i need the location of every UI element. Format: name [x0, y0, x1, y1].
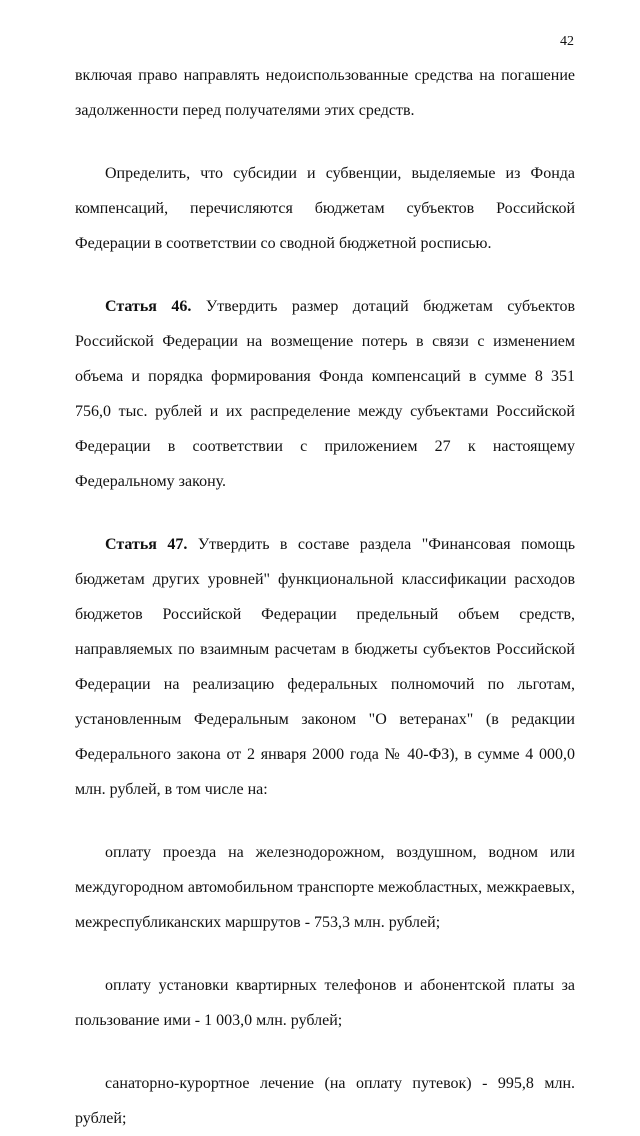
document-body [75, 58, 575, 1136]
paragraph-text: Определить, что субсидии и субвенции, выделяемые из Фонда компенсаций, перечисляются бюджетам субъектов Российской Федерации в соответствии со сводной бюджетной росписью. [75, 165, 575, 252]
paragraph-text: Утвердить размер дотаций бюджетам субъектов Российской Федерации на возмещение потерь в связи с изменением объема и порядка формирования Фонда компенсаций в сумме 8 351 756,0 тыс. рублей и их распределение между субъектами Российской Федерации в соответствии с приложением 27 к настоящему Федеральному закону. [75, 298, 575, 490]
paragraph-text: санаторно-курортное лечение (на оплату путевок) - 995,8 млн. рублей; [75, 1075, 575, 1127]
paragraph-text: оплату проезда на железнодорожном, воздушном, водном или междугородном автомобильном транспорте межобластных, межкраевых, межреспубликанских маршрутов - 753,3 млн. рублей; [75, 844, 575, 931]
article-heading: Статья 47. [105, 536, 188, 553]
page-number: 42 [560, 34, 574, 49]
list-item-telephones [75, 968, 575, 1038]
list-item-sanatorium [75, 1066, 575, 1136]
article-heading: Статья 46. [105, 298, 192, 315]
list-item-travel [75, 835, 575, 940]
paragraph-continuation [75, 58, 575, 128]
article-47 [75, 527, 575, 807]
article-46 [75, 289, 575, 499]
paragraph-subsidies [75, 156, 575, 261]
paragraph-text: оплату установки квартирных телефонов и абонентской платы за пользование ими - 1 003,0 млн. рублей; [75, 977, 575, 1029]
paragraph-text: Утвердить в составе раздела "Финансовая помощь бюджетам других уровней" функциональной классификации расходов бюджетов Российской Федерации предельный объем средств, направляемых по взаимным расчетам в бюджеты субъектов Российской Федерации на реализацию федеральных полномочий по льготам, установленным Федеральным законом "О ветеранах" (в редакции Федерального закона от 2 января 2000 года № 40-ФЗ), в сумме 4 000,0 млн. рублей, в том числе на: [75, 536, 576, 798]
paragraph-text: включая право направлять недоиспользованные средства на погашение задолженности перед получателями этих средств. [75, 67, 575, 119]
